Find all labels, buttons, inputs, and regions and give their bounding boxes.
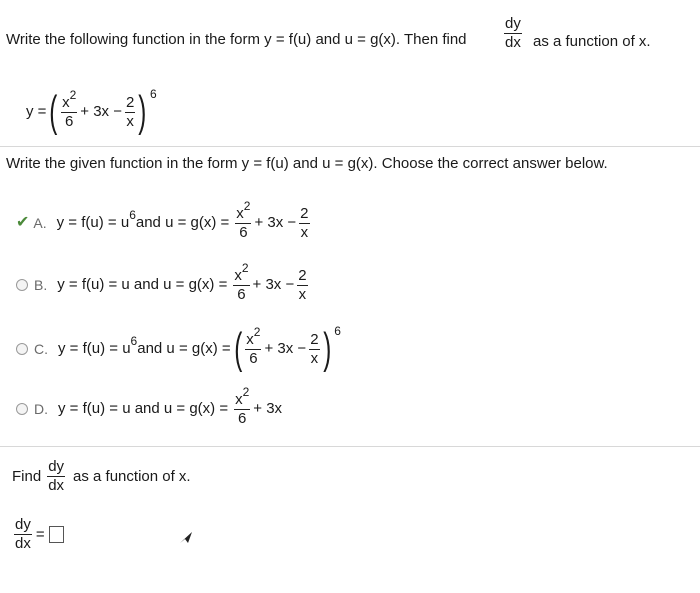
- option-d-x2-over-6: [234, 384, 250, 428]
- dx-denominator: dx: [505, 34, 521, 51]
- option-b-text: y = f(u) = u and u = g(x) =: [57, 276, 228, 293]
- option-d[interactable]: D. y = f(u) = u and u = g(x) = $\frac{x^2}{6}$ + 3x: [16, 386, 282, 432]
- option-b-exp2: 2: [241, 260, 249, 275]
- option-c-xden: x: [310, 349, 319, 367]
- question-prompt: Write the following function in the form y = f(u) and u = g(x). Then find: [6, 31, 467, 48]
- outer-exponent: 6: [149, 87, 157, 101]
- option-c-exponent: 6: [130, 334, 138, 348]
- plus-3x: + 3x −: [80, 103, 122, 120]
- cursor-icon: [178, 528, 196, 546]
- question-suffix: as a function of x.: [533, 33, 651, 50]
- option-b-2-over-x: [297, 267, 307, 304]
- option-a-2: 2: [300, 204, 309, 222]
- option-b-x: x: [234, 266, 242, 284]
- option-c-outer-exp: 6: [334, 324, 341, 338]
- option-a-plus3x: + 3x −: [254, 214, 297, 231]
- option-c-letter: C.: [34, 341, 48, 357]
- option-a-x2-over-6: [235, 198, 251, 242]
- option-a[interactable]: [16, 200, 310, 246]
- option-b[interactable]: [16, 262, 308, 308]
- find-line: [12, 458, 191, 495]
- denominator-x: x: [126, 112, 134, 130]
- option-d-6: 6: [238, 409, 247, 427]
- given-lhs: y =: [26, 103, 47, 120]
- option-c-x2-over-6: [245, 324, 261, 368]
- option-a-exponent: 6: [129, 208, 136, 222]
- option-c-2-over-x: [309, 331, 319, 368]
- find-label: Find: [12, 467, 42, 485]
- option-d-text: y = f(u) = u and u = g(x) =: [58, 400, 229, 417]
- option-b-plus3x: + 3x −: [252, 276, 295, 293]
- option-c-2: 2: [310, 330, 319, 348]
- option-a-text: y = f(u) = u: [56, 214, 130, 231]
- option-b-2: 2: [298, 266, 307, 284]
- left-paren: (: [49, 87, 58, 136]
- right-paren: ): [138, 87, 147, 136]
- question-text: [6, 31, 467, 49]
- option-a-xden: x: [300, 223, 309, 241]
- two-over-x: [125, 94, 135, 131]
- option-c-right-paren: ): [322, 324, 331, 373]
- answer-line: [14, 516, 64, 553]
- radio-c[interactable]: [16, 343, 28, 355]
- x2-over-6: [61, 87, 77, 131]
- question-dydx: [504, 15, 522, 52]
- option-d-x: x: [235, 390, 243, 408]
- option-c-6: 6: [249, 349, 258, 367]
- answer-equals: =: [35, 525, 45, 543]
- option-a-letter: A.: [33, 215, 47, 231]
- find-dx: dx: [48, 477, 65, 494]
- divider-top: [0, 146, 700, 147]
- option-c-x: x: [246, 330, 254, 348]
- numerator-2: 2: [125, 93, 135, 111]
- option-a-6: 6: [239, 223, 248, 241]
- answer-input[interactable]: [49, 526, 64, 543]
- option-b-x2-over-6: [233, 260, 249, 304]
- option-a-2-over-x: [299, 205, 309, 242]
- option-b-xden: x: [298, 285, 307, 303]
- exponent-2: 2: [69, 87, 77, 102]
- given-function: [26, 84, 157, 140]
- option-c-exp2: 2: [253, 324, 261, 339]
- checkmark-icon: ✔: [16, 214, 30, 231]
- option-c[interactable]: [16, 320, 341, 378]
- answer-dx: dx: [15, 535, 31, 552]
- option-c-plus3x: + 3x −: [264, 340, 307, 357]
- find-rest: as a function of x.: [73, 467, 191, 485]
- answer-dydx: [14, 516, 32, 553]
- option-a-exp2: 2: [243, 198, 251, 213]
- divider-bottom: [0, 446, 700, 447]
- find-dydx: [47, 458, 65, 495]
- option-c-text: y = f(u) = u: [58, 340, 131, 357]
- option-b-6: 6: [237, 285, 246, 303]
- denominator-6: 6: [65, 112, 74, 130]
- option-d-exp2: 2: [242, 384, 250, 399]
- option-b-letter: B.: [34, 277, 48, 293]
- radio-b[interactable]: [16, 279, 28, 291]
- dy-numerator: dy: [505, 15, 521, 32]
- option-c-left-paren: (: [233, 324, 242, 373]
- answer-dy: dy: [15, 516, 31, 533]
- find-dy: dy: [48, 458, 65, 475]
- x-base: x: [62, 93, 70, 111]
- option-a-x: x: [236, 204, 244, 222]
- option-c-mid: and u = g(x) =: [137, 340, 231, 357]
- option-d-letter: D.: [34, 401, 48, 417]
- option-a-mid: and u = g(x) =: [135, 214, 230, 231]
- radio-d[interactable]: [16, 403, 28, 415]
- subquestion-text: Write the given function in the form y = f(u) and u = g(x). Choose the correct answer below.: [6, 155, 608, 172]
